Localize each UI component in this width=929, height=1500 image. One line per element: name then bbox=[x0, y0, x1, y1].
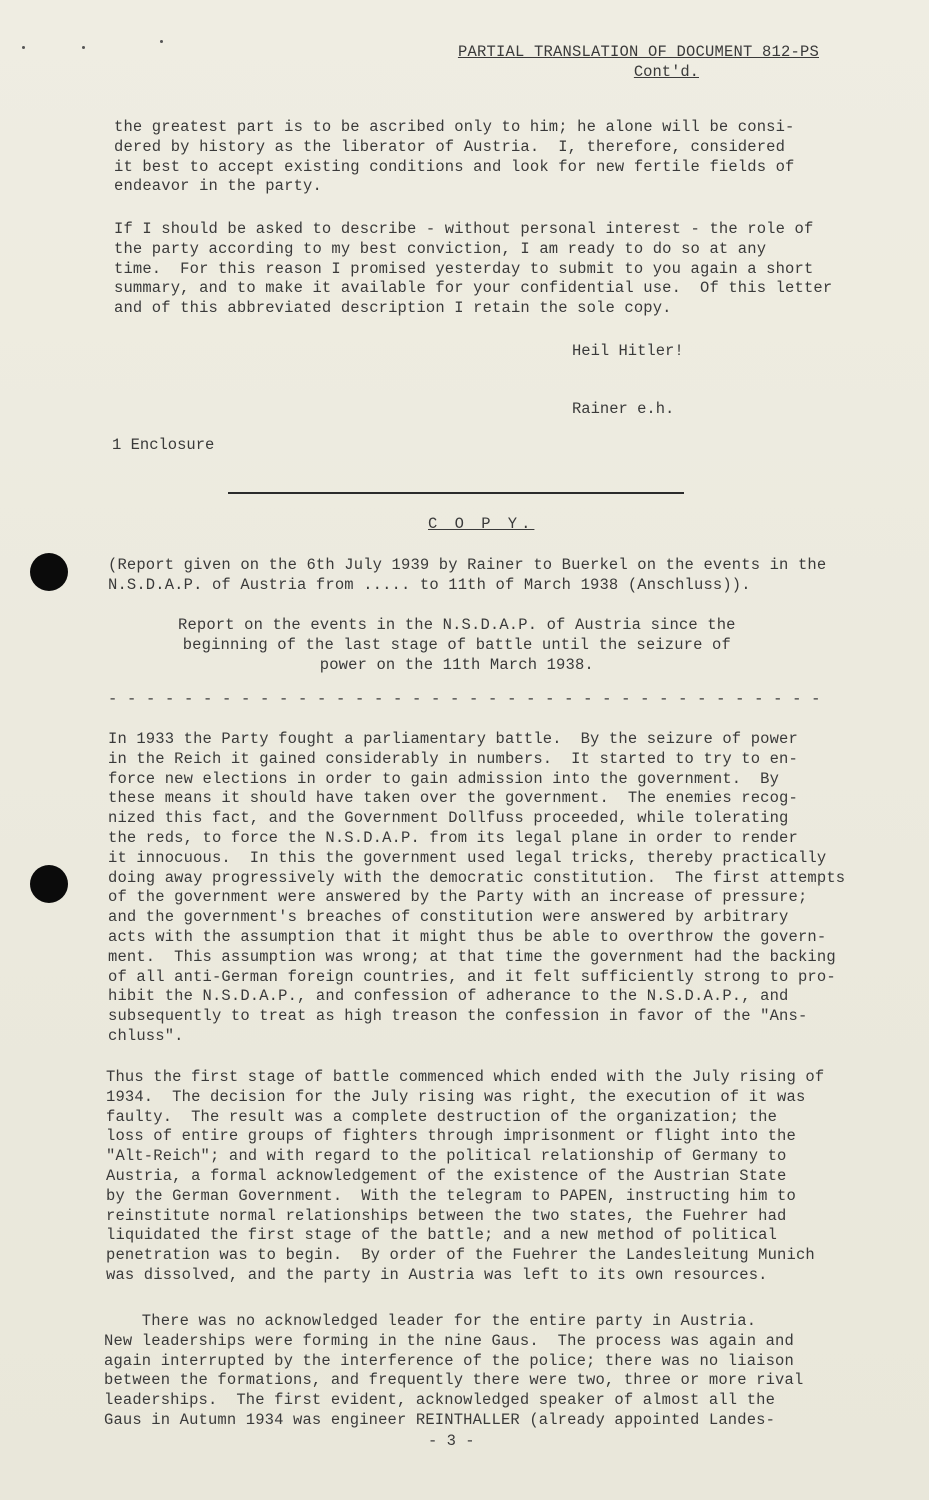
letter-paragraph-2: If I should be asked to describe - without personal interest - the role of the party according to my best conviction, I am ready to do so at any time. For this reason I promised yesterday to submit to you again a short summary, and to make it available for your confidential use. Of this letter and of this abbreviated description I retain the sole copy. bbox=[114, 220, 833, 318]
speck bbox=[22, 46, 25, 49]
punch-hole bbox=[30, 553, 68, 591]
speck bbox=[160, 40, 163, 43]
punch-hole bbox=[30, 865, 68, 903]
copy-heading: C O P Y. bbox=[428, 515, 535, 533]
document-header bbox=[458, 42, 819, 82]
body-paragraph-2: Thus the first stage of battle commenced which ended with the July rising of 1934. The decision for the July rising was right, the execution of it was faulty. The result was a complete destruction of the organization; the loss of entire groups of fighters through imprisonment or flight into the "Alt-Reich"; and with regard to the political relationship of Germany to Austria, a formal acknowledgement of the existence of the Austrian State by the German Government. With the telegram to PAPEN, instructing him to reinstitute normal relationships between the two states, the Fuehrer had liquidated the first stage of the battle; and a new method of political penetration was to begin. By order of the Fuehrer the Landesleitung Munich was dissolved, and the party in Austria was left to its own resources. bbox=[106, 1068, 825, 1284]
body-paragraph-1: In 1933 the Party fought a parliamentary battle. By the seizure of power in the Reich it gained considerably in numbers. It started to try to en- force new elections in order to gain admission into the government. By these means it should have taken over the government. The enemies recog- nized this fact, and the Government Dollfuss proceeded, while tolerating the reds, to force the N.S.D.A.P. from its legal plane in order to render it innocuous. In this the government used legal tricks, thereby practically doing away progressively with the democratic constitution. The first attempts of the government were answered by the Party with an increase of pressure; and the government's breaches of constitution were answered by arbitrary acts with the assumption that it might thus be able to overthrow the govern- ment. This assumption was wrong; at that time the government had the backing of all anti-German foreign countries, and it felt sufficiently strong to pro- hibit the N.S.D.A.P., and confession of adherance to the N.S.D.A.P., and subsequently to treat as high treason the confession in favor of the "Ans- chluss". bbox=[108, 730, 846, 1045]
body-paragraph-3: There was no acknowledged leader for the entire party in Austria. New leaderships were forming in the nine Gaus. The process was again and again interrupted by the interference of the police; there was no liaison between the formations, and frequently there were two, three or more rival leaderships. The first evident, acknowledged speaker of almost all the Gaus in Autumn 1934 was engineer REINTHALLER (already appointed Landes- bbox=[104, 1312, 804, 1429]
letter-paragraph-1: the greatest part is to be ascribed only to him; he alone will be consi- dered by history as the liberator of Austria. I, therefore, considered it best to accept existing conditions and look for new fertile fields of endeavor in the party. bbox=[114, 118, 795, 196]
speck bbox=[82, 46, 85, 49]
report-title: Report on the events in the N.S.D.A.P. of Austria since the beginning of the last stage of battle until the seizure of power on the 11th March 1938. bbox=[178, 616, 736, 674]
report-intro: (Report given on the 6th July 1939 by Rainer to Buerkel on the events in the N.S.D.A.P. of Austria from ..... to 11th of March 1938 (Anschluss)). bbox=[108, 556, 827, 594]
signature: Rainer e.h. bbox=[572, 400, 675, 418]
page-number: - 3 - bbox=[428, 1432, 475, 1450]
dashed-separator: - - - - - - - - - - - - - - - - - - - - - - - - - - - - - - - - - - - - - - bbox=[108, 690, 821, 708]
closing: Heil Hitler! bbox=[572, 342, 684, 360]
enclosure-note: 1 Enclosure bbox=[112, 436, 215, 454]
header-title: PARTIAL TRANSLATION OF DOCUMENT 812-PS bbox=[457, 43, 819, 61]
separator-rule bbox=[228, 492, 684, 494]
header-contd: Cont'd. bbox=[633, 63, 699, 81]
